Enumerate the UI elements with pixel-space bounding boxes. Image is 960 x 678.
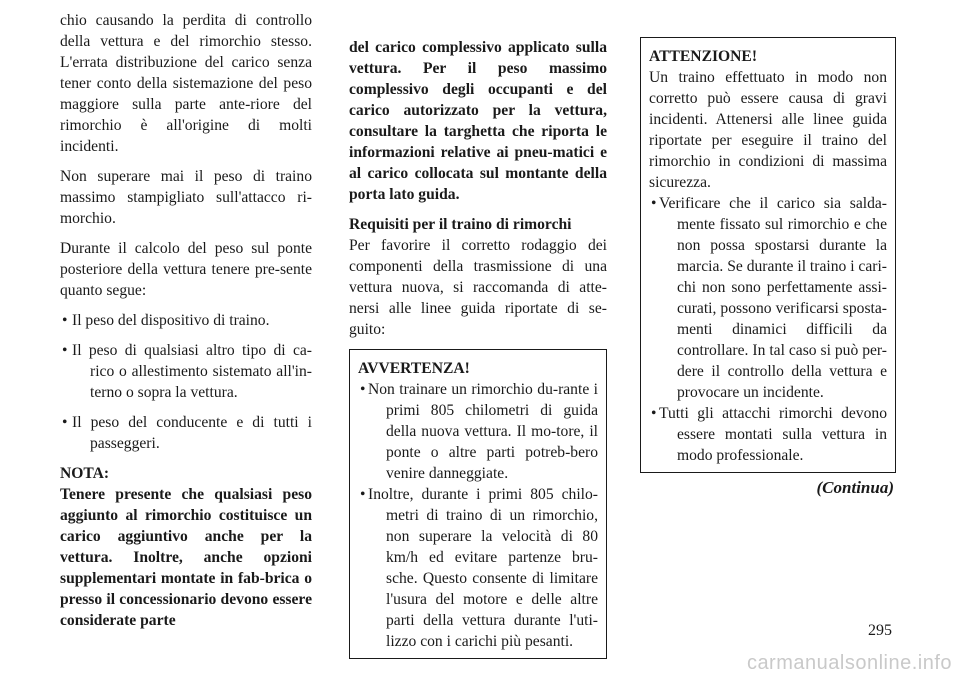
list-item: • Verificare che il carico sia salda-mente fissato sul rimorchio e che non possa spostarsi durante la marcia. Se durante il traino i cari-chi non sono perfettamente assi-curati, possono verificarsi sposta-menti dinamici difficili da controllare. In tal caso si può per-dere il controllo della vettura e provocare un incidente. bbox=[649, 193, 887, 403]
caution-text: Un traino effettuato in modo non corretto può essere causa di gravi incidenti. Attenersi alle linee guida riportate per eseguire il traino del rimorchio in condizioni di massima sicurezza. bbox=[649, 69, 887, 191]
list-item: • Inoltre, durante i primi 805 chilo-metri di traino di un rimorchio, non superare la velocità di 80 km/h ed evitare partenze bru-sche. Questo consente di limitare l'usura del motore e delle altre parti della vettura durante l'uti-lizzo con i carichi più pesanti. bbox=[358, 484, 598, 652]
caution-bullet-list bbox=[649, 193, 887, 466]
column-right bbox=[640, 37, 896, 498]
nota-text: Tenere presente che qualsiasi peso aggiunto al rimorchio costituisce un carico aggiuntivo anche per la vettura. Inoltre, anche opzioni supplementari montate in fab-brica o presso il concessionario devono essere considerate parte bbox=[60, 486, 312, 629]
paragraph-max-towing-weight: Non superare mai il peso di traino massimo stampigliato sull'attacco ri-morchio. bbox=[60, 168, 312, 227]
section-heading-towing-requirements: Requisiti per il traino di rimorchi bbox=[349, 216, 572, 233]
list-item: • Il peso del dispositivo di traino. bbox=[60, 310, 312, 331]
warning-title: AVVERTENZA! bbox=[358, 360, 470, 377]
paragraph-load-distribution: chio causando la perdita di controllo della vettura e del rimorchio stesso. L'errata distribuzione del carico senza tener conto della sistemazione del peso maggiore sulla parte ante-riore del rimorchio è all'origine di molti incidenti. bbox=[60, 12, 312, 155]
bullet-list-weights bbox=[60, 310, 312, 454]
nota-label: NOTA: bbox=[60, 465, 110, 482]
paragraph-total-load: del carico complessivo applicato sulla vettura. Per il peso massimo complessivo degli occupanti e del carico autorizzato per la vettura, consultare la targhetta che riporta le informazioni relative ai pneu-matici e al carico collocata sul montante della porta lato guida. bbox=[349, 39, 607, 203]
list-item: • Tutti gli attacchi rimorchi devono essere montati sulla vettura in modo professionale. bbox=[649, 403, 887, 466]
caution-box bbox=[640, 37, 896, 473]
column-middle bbox=[349, 37, 607, 659]
paragraph-break-in: Per favorire il corretto rodaggio dei componenti della trasmissione di una vettura nuova, si raccomanda di atte-nersi alle linee guida riportate di se-guito: bbox=[349, 237, 607, 338]
list-item: • Il peso del conducente e di tutti i passeggeri. bbox=[60, 412, 312, 454]
list-item: • Il peso di qualsiasi altro tipo di ca-rico o allestimento sistemato all'in-terno o sopra la vettura. bbox=[60, 340, 312, 403]
continued-label: (Continua) bbox=[816, 478, 894, 497]
column-left bbox=[60, 10, 312, 640]
list-item: • Non trainare un rimorchio du-rante i primi 805 chilometri di guida della nuova vettura. Il mo-tore, il ponte o altre parti potreb-bero venire danneggiate. bbox=[358, 379, 598, 484]
paragraph-rear-axle-calc: Durante il calcolo del peso sul ponte posteriore della vettura tenere pre-sente quanto segue: bbox=[60, 240, 312, 299]
warning-bullet-list bbox=[358, 379, 598, 652]
caution-title: ATTENZIONE! bbox=[649, 48, 758, 65]
page-number: 295 bbox=[868, 622, 892, 639]
warning-box bbox=[349, 349, 607, 659]
watermark: carmanualsonline.info bbox=[746, 652, 952, 674]
